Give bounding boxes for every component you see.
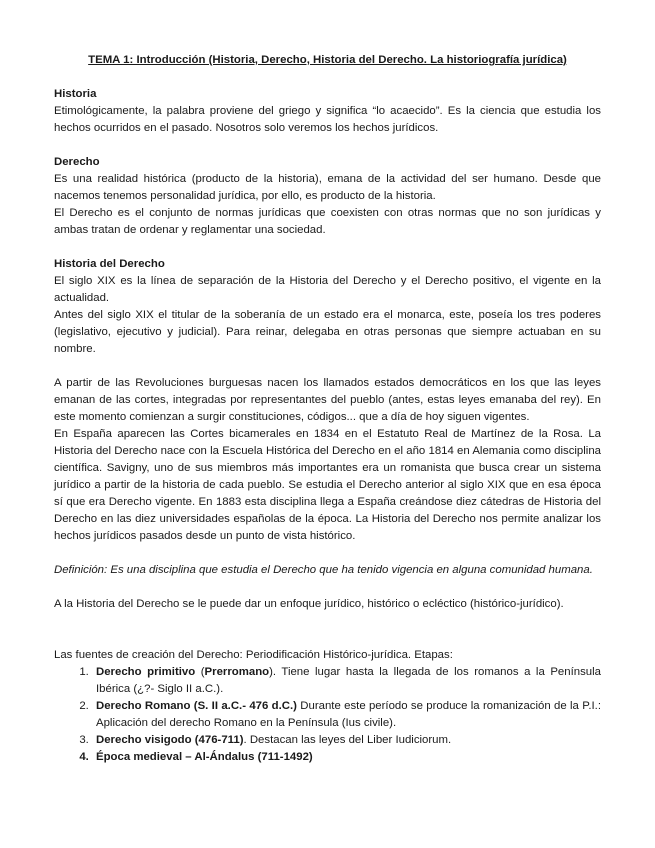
section-derecho <box>54 154 601 239</box>
heading-derecho: Derecho <box>54 156 100 168</box>
paragraph: En España aparecen las Cortes bicamerales en 1834 en el Estatuto Real de Martínez de la Rosa. La Historia del Derecho nace con la Escuela Histórica del Derecho en el año 1814 en Alemania como disciplina científica. Savigny, uno de sus miembros más importantes era un romanista que busca crear un sistema jurídico a partir de la historia de cada pueblo. Se estudia el Derecho anterior al siglo XIX que en esa época sí que era Derecho vigente. En 1883 esta disciplina llega a España creándose diez cátedras de Historia del Derecho en las diez universidades españolas de la época. La Historia del Derecho nos permite analizar los hechos jurídicos pasados desde un punto de vista histórico. <box>54 428 601 542</box>
paragraph: El siglo XIX es la línea de separación de la Historia del Derecho y el Derecho positivo, el vigente en la actualidad. <box>54 275 601 304</box>
section-historia <box>54 86 601 137</box>
spacer <box>54 137 601 154</box>
heading-historia-del-derecho: Historia del Derecho <box>54 258 165 270</box>
paragraph: A partir de las Revoluciones burguesas nacen los llamados estados democráticos en los que las leyes emanan de las cortes, integradas por representantes del pueblo (antes, estas leyes emanaba del rey). En este momento comienzan a surgir constituciones, códigos... que a día de hoy siguen vigentes. <box>54 377 601 423</box>
page-title: TEMA 1: Introducción (Historia, Derecho, Historia del Derecho. La historiografía jurídica) <box>88 54 567 66</box>
list-item <box>92 749 601 766</box>
list-item-bold: Prerromano <box>204 666 270 678</box>
spacer <box>54 545 601 562</box>
list-item-text: . Destacan las leyes del Liber Iudiciorum. <box>243 734 452 746</box>
definition: Definición: Es una disciplina que estudia el Derecho que ha tenido vigencia en alguna comunidad humana. <box>54 564 593 576</box>
list-item-text: Durante este período se produce la romanización de la P.I.: Aplicación del derecho Romano en la Península (Ius civile). <box>96 700 601 729</box>
paragraph: A la Historia del Derecho se le puede dar un enfoque jurídico, histórico o ecléctico (histórico-jurídico). <box>54 598 564 610</box>
section-historia-del-derecho <box>54 256 601 613</box>
paragraph: Es una realidad histórica (producto de la historia), emana de la actividad del ser humano. Desde que nacemos tenemos personalidad jurídica, por ello, es producto de la historia. <box>54 173 601 202</box>
fuentes-intro: Las fuentes de creación del Derecho: Periodificación Histórico-jurídica. Etapas: <box>54 649 453 661</box>
list-item-text: ( <box>195 666 205 678</box>
paragraph: El Derecho es el conjunto de normas jurídicas que coexisten con otras normas que no son jurídicas y ambas tratan de ordenar y reglamentar una sociedad. <box>54 207 601 236</box>
section-fuentes <box>54 647 601 766</box>
paragraph: Etimológicamente, la palabra proviene del griego y significa “lo acaecido”. Es la ciencia que estudia los hechos ocurridos en el pasado. Nosotros solo veremos los hechos jurídicos. <box>54 105 601 134</box>
paragraph: Antes del siglo XIX el titular de la soberanía de un estado era el monarca, este, poseía los tres poderes (legislativo, ejecutivo y judicial). Para reinar, delegaba en otras personas que siempre actuaban en su nombre. <box>54 309 601 355</box>
list-item-bold: Derecho visigodo (476-711) <box>96 734 244 746</box>
list-item-bold: Derecho Romano (S. II a.C.- 476 d.C.) <box>96 700 297 712</box>
list-item <box>92 698 601 732</box>
list-item-text: ). Tiene lugar hasta la llegada de los romanos a la Península Ibérica (¿?- Siglo II a.C.). <box>96 666 601 695</box>
etapas-list <box>54 664 601 766</box>
list-item-bold: Época medieval – Al-Ándalus (711-1492) <box>96 751 313 763</box>
list-item-bold: Derecho primitivo <box>96 666 196 678</box>
list-item <box>92 732 601 749</box>
spacer <box>54 613 601 647</box>
spacer <box>54 579 601 596</box>
list-item <box>92 664 601 698</box>
heading-historia: Historia <box>54 88 97 100</box>
spacer <box>54 239 601 256</box>
spacer <box>54 358 601 375</box>
